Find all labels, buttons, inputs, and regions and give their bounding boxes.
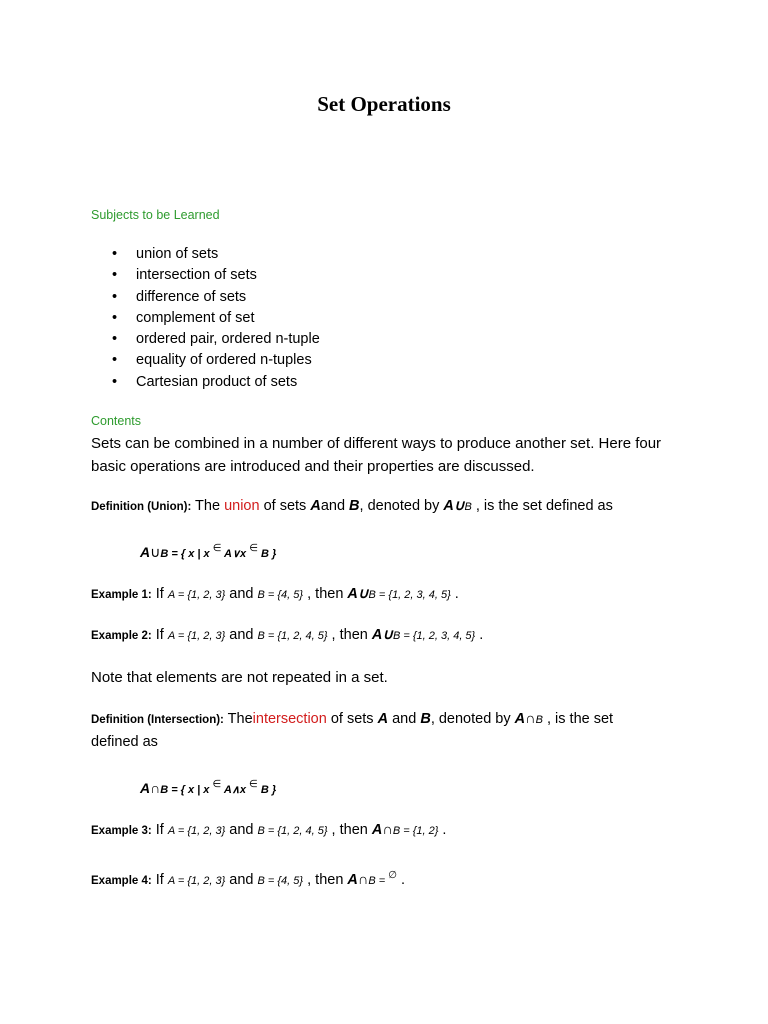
text: If	[151, 627, 168, 643]
union-symbol: A∪	[443, 498, 465, 514]
intersection-definition-line2: defined as	[91, 734, 158, 750]
intersection-symbol: A∩	[514, 711, 536, 727]
text: and	[225, 586, 258, 602]
set-b-value: B = {4, 5}	[257, 875, 304, 887]
subjects-heading: Subjects to be Learned	[91, 208, 220, 222]
list-item: • union of sets	[91, 244, 320, 265]
set-b-value: B = {1, 2, 4, 5}	[257, 630, 328, 642]
intersection-formula	[140, 780, 276, 796]
text: , then	[303, 872, 348, 888]
set-b: B	[420, 711, 431, 727]
example-label: Example 2:	[91, 630, 152, 642]
keyword-union: union	[224, 498, 260, 514]
formula-text: B = { x | x	[160, 784, 213, 796]
union-definition	[91, 498, 613, 514]
result-value: B = {1, 2, 3, 4, 5}	[368, 589, 451, 601]
empty-set-symbol: ∅	[388, 870, 397, 881]
union-symbol: A∪	[371, 627, 393, 643]
contents-heading: Contents	[91, 414, 142, 428]
note-text: Note that elements are not repeated in a set.	[91, 669, 388, 686]
list-item: • equality of ordered n-tuples	[91, 350, 320, 371]
element-of-symbol: ∈	[212, 779, 222, 790]
text: , then	[327, 822, 372, 838]
result-value: B = {1, 2}	[392, 825, 439, 837]
definition-label: Definition (Union):	[91, 501, 192, 513]
intro-paragraph: Sets can be combined in a number of different ways to produce another set. Here four basic operations are introduced and their properties are discussed.	[91, 435, 662, 475]
formula-text: B = { x | x	[160, 548, 213, 560]
text: , denoted by	[430, 711, 515, 727]
text: If	[151, 822, 168, 838]
text: and	[225, 822, 258, 838]
text: .	[396, 872, 406, 888]
union-symbol: ∪	[150, 544, 161, 560]
text: The	[191, 498, 225, 514]
text: , denoted by	[359, 498, 444, 514]
set-b-value: B = {4, 5}	[257, 589, 304, 601]
text: .	[438, 822, 447, 838]
text: and	[320, 498, 350, 514]
example-2	[91, 627, 483, 643]
example-label: Example 1:	[91, 589, 152, 601]
set-a: A	[140, 544, 151, 560]
set-b: B	[349, 498, 360, 514]
subjects-list	[91, 244, 320, 393]
set-a-value: A = {1, 2, 3}	[167, 825, 226, 837]
text: of sets	[259, 498, 311, 514]
intersection-symbol: ∩	[150, 780, 161, 796]
list-item: • ordered pair, ordered n-tuple	[91, 329, 320, 350]
keyword-intersection: intersection	[252, 711, 327, 727]
list-item: • intersection of sets	[91, 265, 320, 286]
intersection-symbol: A∩	[347, 872, 369, 888]
formula-text: A∨x	[221, 548, 250, 560]
text: The	[223, 711, 253, 727]
text: If	[151, 586, 168, 602]
set-b-value: B = {1, 2, 4, 5}	[257, 825, 328, 837]
example-label: Example 4:	[91, 875, 152, 887]
set-b: B	[535, 714, 543, 726]
union-formula	[140, 544, 276, 561]
formula-text: A∧x	[221, 784, 250, 796]
example-4	[91, 872, 405, 888]
intersection-symbol: A∩	[371, 822, 393, 838]
set-b: B	[464, 501, 472, 513]
text: and	[388, 711, 421, 727]
text: , is the set defined as	[471, 498, 613, 514]
text: , is the set	[542, 711, 614, 727]
result-value: B =	[368, 875, 389, 887]
set-a-value: A = {1, 2, 3}	[167, 875, 226, 887]
set-a-value: A = {1, 2, 3}	[167, 630, 226, 642]
text: , then	[303, 586, 348, 602]
text: .	[475, 627, 484, 643]
element-of-symbol: ∈	[212, 543, 222, 554]
example-1	[91, 586, 459, 602]
page-title: Set Operations	[317, 92, 451, 116]
list-item: • difference of sets	[91, 287, 320, 308]
text: of sets	[326, 711, 378, 727]
formula-text: B }	[257, 548, 277, 560]
text: If	[151, 872, 168, 888]
list-item: • Cartesian product of sets	[91, 372, 320, 393]
set-a-value: A = {1, 2, 3}	[167, 589, 226, 601]
text: and	[225, 872, 258, 888]
list-item: • complement of set	[91, 308, 320, 329]
definition-label: Definition (Intersection):	[91, 714, 224, 726]
example-3	[91, 822, 446, 838]
set-a: A	[377, 711, 389, 727]
set-a: A	[140, 780, 151, 796]
set-a: A	[310, 498, 321, 514]
text: and	[225, 627, 258, 643]
union-symbol: A∪	[347, 586, 369, 602]
result-value: B = {1, 2, 3, 4, 5}	[392, 630, 476, 642]
element-of-symbol: ∈	[249, 543, 258, 554]
text: , then	[327, 627, 372, 643]
element-of-symbol: ∈	[249, 779, 258, 790]
formula-text: B }	[257, 784, 277, 796]
example-label: Example 3:	[91, 825, 152, 837]
intersection-definition	[91, 711, 613, 727]
text: .	[450, 586, 459, 602]
